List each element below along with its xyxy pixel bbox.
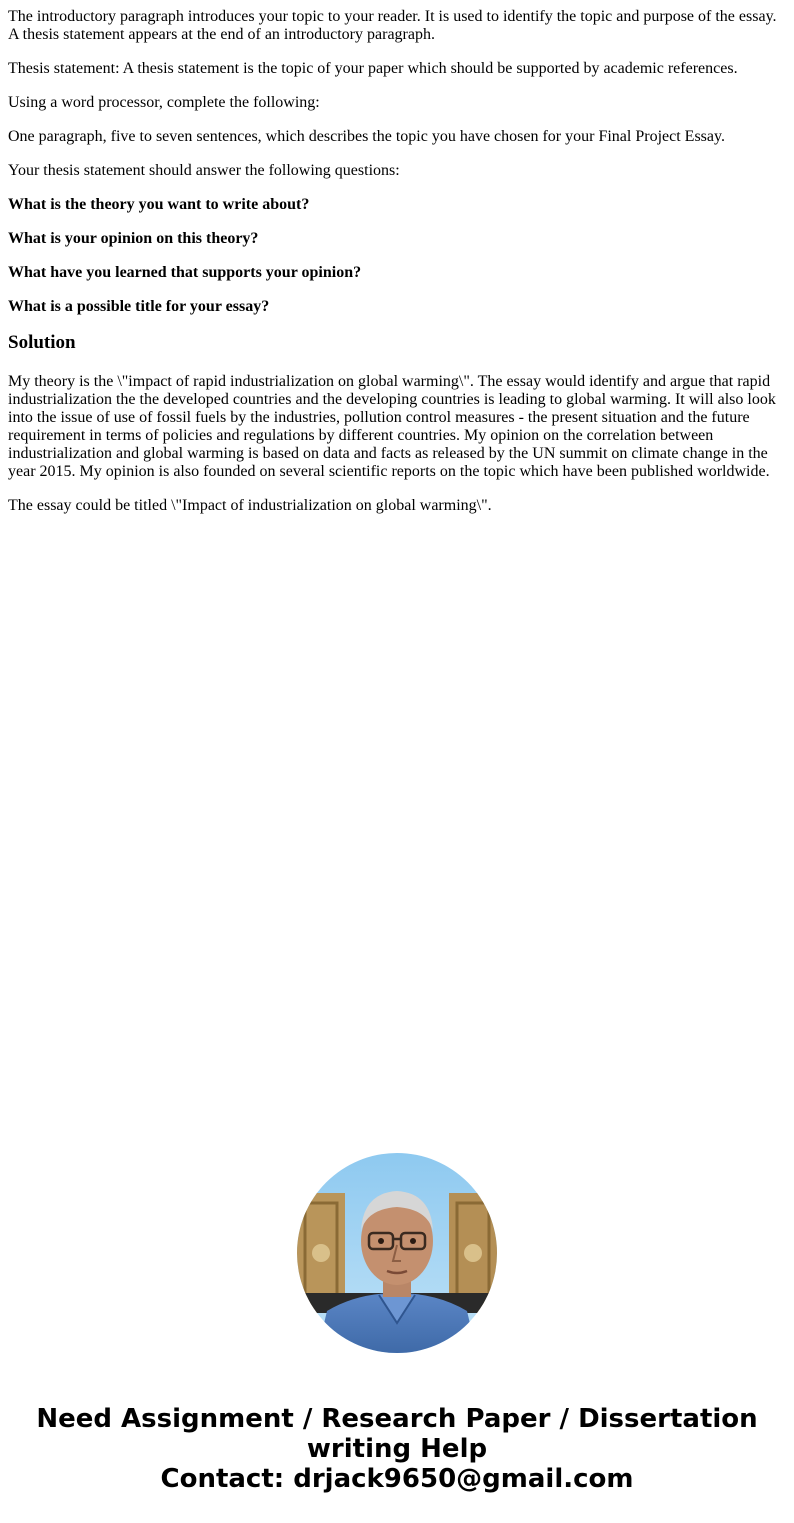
promo-banner bbox=[0, 1404, 794, 1494]
instruction: Using a word processor, complete the following: bbox=[8, 94, 320, 111]
solution-title-paragraph: The essay could be titled \"Impact of industrialization on global warming\". bbox=[8, 497, 492, 514]
intro-paragraph: The introductory paragraph introduces your topic to your reader. It is used to identify the topic and purpose of the essay. A thesis statement appears at the end of an introductory paragraph. bbox=[8, 8, 777, 43]
promo-line-1: Need Assignment / Research Paper / Dissertation bbox=[36, 1404, 758, 1434]
question-title: What is a possible title for your essay? bbox=[8, 298, 270, 315]
document-body bbox=[8, 8, 786, 531]
solution-paragraph: My theory is the \"impact of rapid industrialization on global warming\". The essay would identify and argue that rapid industrialization the the developed countries and the developing countries is leading to global warming. It will also look into the issue of use of fossil fuels by the industries, pollution control measures - the present situation and the future requirement in terms of policies and regulations by different countries. My opinion on the correlation between industrialization and global warming is based on data and facts as released by the UN summit on climate change in the year 2015. My opinion is also founded on several scientific reports on the topic which have been published worldwide. bbox=[8, 373, 776, 480]
solution-heading: Solution bbox=[8, 332, 76, 353]
paragraph-requirement: One paragraph, five to seven sentences, which describes the topic you have chosen for your Final Project Essay. bbox=[8, 128, 725, 145]
promo-line-2: writing Help bbox=[306, 1434, 488, 1464]
questions-intro: Your thesis statement should answer the following questions: bbox=[8, 162, 400, 179]
promo-contact: Contact: drjack9650@gmail.com bbox=[160, 1464, 634, 1494]
avatar bbox=[297, 1153, 497, 1353]
thesis-definition: Thesis statement: A thesis statement is the topic of your paper which should be supported by academic references. bbox=[8, 60, 738, 77]
question-theory: What is the theory you want to write about? bbox=[8, 196, 310, 213]
portrait-photo bbox=[297, 1153, 497, 1353]
question-opinion: What is your opinion on this theory? bbox=[8, 230, 259, 247]
question-support: What have you learned that supports your opinion? bbox=[8, 264, 362, 281]
